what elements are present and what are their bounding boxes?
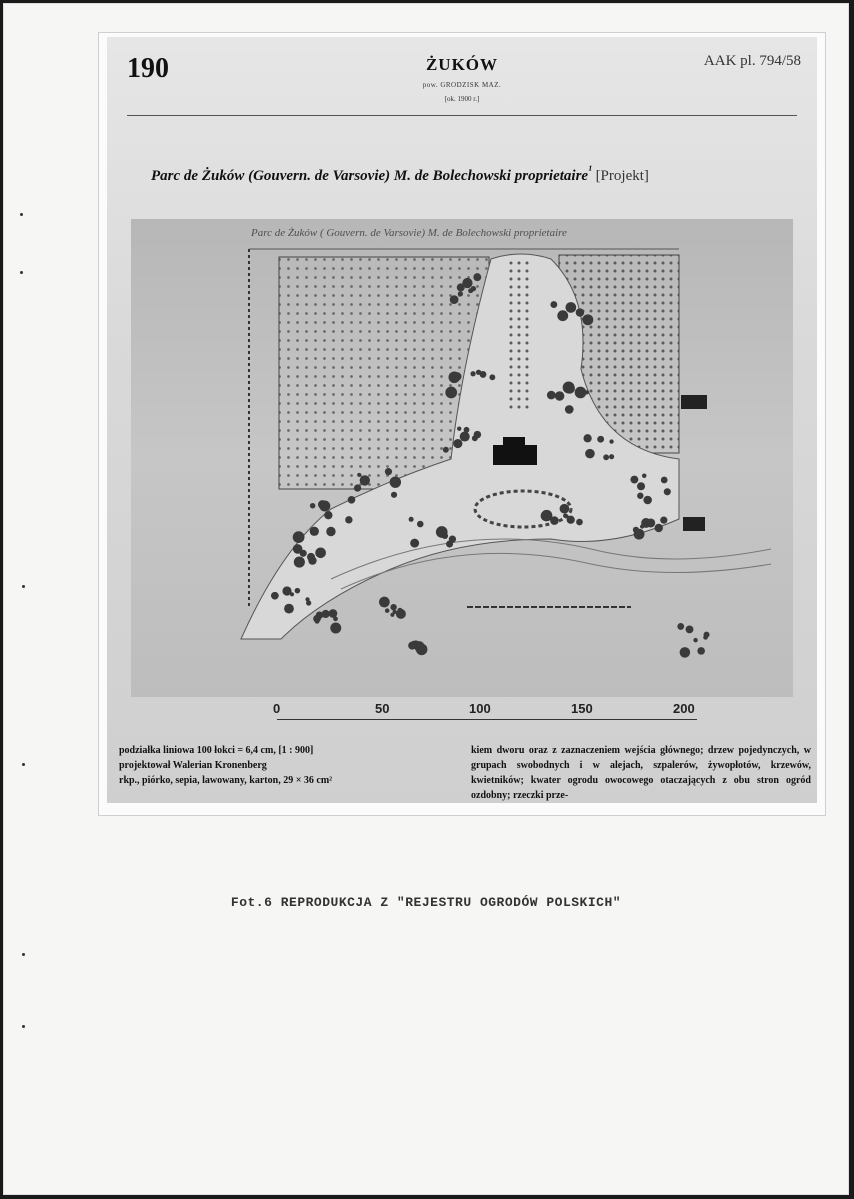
tree-mark xyxy=(315,547,326,558)
tree-mark xyxy=(315,619,320,624)
tree-mark xyxy=(443,447,449,453)
plan-description: kiem dworu oraz z zaznaczeniem wejścia głównego; drzew pojedynczych, w grupach swobodnych i w alejach, szpalerów, żywopłotów, krzewów, kwietników; kwater ogrodu owocowego otaczających z obu stron ogród ozdobny; rzeczki prze- xyxy=(471,745,811,801)
tree-mark xyxy=(379,597,390,608)
margin-dot xyxy=(20,213,23,216)
tree-mark xyxy=(704,632,710,638)
tree-mark xyxy=(664,488,671,495)
tree-mark xyxy=(541,510,552,521)
tree-mark xyxy=(348,496,356,504)
tree-mark xyxy=(471,286,476,291)
tree-mark xyxy=(597,436,604,443)
tree-mark xyxy=(633,527,639,533)
tree-mark xyxy=(458,291,463,296)
tree-mark xyxy=(329,609,338,618)
tree-mark xyxy=(305,597,309,601)
tree-mark xyxy=(460,431,470,441)
tree-mark xyxy=(582,314,593,325)
tree-mark xyxy=(585,390,589,394)
scale-label: 100 xyxy=(469,701,491,716)
tree-mark xyxy=(293,531,305,543)
tree-mark xyxy=(354,484,361,491)
reproduction-photo xyxy=(99,33,825,815)
manor-house xyxy=(493,445,537,465)
tree-mark xyxy=(555,391,564,400)
caption-tag: [Projekt] xyxy=(595,168,649,184)
tree-mark xyxy=(449,536,456,543)
margin-dot xyxy=(22,585,25,588)
tree-mark xyxy=(318,500,327,509)
scale-bar xyxy=(107,701,817,723)
tree-mark xyxy=(300,550,307,557)
tree-mark xyxy=(282,586,291,595)
tree-mark xyxy=(677,623,684,630)
tree-mark xyxy=(609,439,613,443)
tree-mark xyxy=(489,374,495,380)
scale-line xyxy=(277,719,697,720)
scale-detail: podziałka liniowa 100 łokci = 6,4 cm, [1 : 900] xyxy=(119,745,314,756)
tree-mark xyxy=(637,492,643,498)
plan-details xyxy=(119,743,439,788)
tree-mark xyxy=(576,519,583,526)
tree-mark xyxy=(642,474,646,478)
tree-mark xyxy=(393,610,397,614)
tree-mark xyxy=(333,616,338,621)
tree-mark xyxy=(550,301,557,308)
margin-dot xyxy=(20,271,23,274)
tree-mark xyxy=(655,524,663,532)
plan-handwritten-title: Parc de Żuków ( Gouvern. de Varsovie) M. de Bolechowski proprietaire xyxy=(251,227,567,239)
tree-mark xyxy=(345,516,352,523)
tree-mark xyxy=(470,371,475,376)
tree-mark xyxy=(310,503,315,508)
tree-mark xyxy=(643,496,652,505)
tree-mark xyxy=(603,454,609,460)
tree-mark xyxy=(575,387,587,399)
tree-mark xyxy=(390,604,396,610)
tree-mark xyxy=(457,426,461,430)
scale-label: 150 xyxy=(571,701,593,716)
plan-illustration xyxy=(131,219,793,697)
tree-mark xyxy=(462,278,472,288)
tree-mark xyxy=(661,477,668,484)
tree-mark xyxy=(360,475,370,485)
entrance-marker xyxy=(683,517,705,531)
margin-dot xyxy=(22,953,25,956)
scale-label: 50 xyxy=(375,701,390,716)
tree-mark xyxy=(326,527,335,536)
tree-mark xyxy=(693,638,697,642)
tree-mark xyxy=(357,473,361,477)
manor-wing xyxy=(503,437,525,447)
caption-footnote-mark: ¹ xyxy=(588,163,592,177)
tree-mark xyxy=(410,539,419,548)
tree-mark xyxy=(557,310,568,321)
tree-mark xyxy=(330,623,341,634)
tree-mark xyxy=(576,308,584,316)
tree-mark xyxy=(310,527,319,536)
material-detail: rkp., piórko, sepia, lawowany, karton, 29 × 36 cm² xyxy=(119,775,333,786)
tree-mark xyxy=(474,431,482,439)
tree-mark xyxy=(445,387,457,399)
tree-mark xyxy=(566,304,572,310)
central-avenue xyxy=(509,259,531,409)
margin-dot xyxy=(22,763,25,766)
tree-mark xyxy=(390,476,401,487)
entrance-marker xyxy=(681,395,707,409)
tree-mark xyxy=(397,608,402,613)
tree-mark xyxy=(565,383,575,393)
tree-mark xyxy=(563,513,568,518)
tree-mark xyxy=(385,608,390,613)
tree-mark xyxy=(680,647,691,658)
printed-page xyxy=(107,37,817,803)
tree-mark xyxy=(417,521,424,528)
plan-caption xyxy=(151,163,649,185)
tree-mark xyxy=(450,295,459,304)
tree-mark xyxy=(547,391,556,400)
tree-mark xyxy=(697,647,705,655)
tree-mark xyxy=(567,516,575,524)
photo-sheet xyxy=(3,3,849,1195)
page-number: 190 xyxy=(127,53,169,84)
tree-mark xyxy=(609,454,614,459)
tree-mark xyxy=(409,517,414,522)
scale-label: 200 xyxy=(673,701,695,716)
tree-mark xyxy=(660,517,667,524)
district-label: pow. GRODZISK MAZ. xyxy=(422,81,502,89)
tree-mark xyxy=(585,449,595,459)
tree-mark xyxy=(630,476,638,484)
tree-mark xyxy=(583,434,591,442)
park-plan-drawing xyxy=(131,219,793,697)
scale-label: 0 xyxy=(273,701,281,716)
tree-mark xyxy=(324,511,332,519)
tree-mark xyxy=(637,482,645,490)
tree-mark xyxy=(414,641,425,652)
tree-mark xyxy=(480,371,487,378)
tree-mark xyxy=(271,592,279,600)
archive-reference: AAK pl. 794/58 xyxy=(703,53,801,69)
tree-mark xyxy=(464,427,470,433)
tree-mark xyxy=(294,557,305,568)
photo-caption: Fot.6 REPRODUKCJA Z "REJESTRU OGRODÓW POLSKICH" xyxy=(230,895,622,910)
designer-detail: projektował Walerian Kronenberg xyxy=(119,760,267,771)
tree-mark xyxy=(565,405,574,414)
tree-mark xyxy=(453,372,461,380)
tree-mark xyxy=(473,273,481,281)
tree-mark xyxy=(316,611,323,618)
header-divider xyxy=(127,115,797,116)
place-title: ŻUKÓW xyxy=(425,55,499,74)
tree-mark xyxy=(560,504,570,514)
tree-mark xyxy=(453,439,462,448)
margin-dot xyxy=(22,1025,25,1028)
tree-mark xyxy=(686,625,694,633)
tree-mark xyxy=(646,518,655,527)
tree-mark xyxy=(391,492,397,498)
tree-mark xyxy=(442,533,448,539)
date-label: [ok. 1900 r.] xyxy=(444,95,480,103)
tree-mark xyxy=(307,553,315,561)
caption-main: Parc de Żuków (Gouvern. de Varsovie) M. de Bolechowski proprietaire xyxy=(151,168,589,184)
tree-mark xyxy=(284,604,294,614)
tree-mark xyxy=(295,588,301,594)
tree-mark xyxy=(385,468,392,475)
